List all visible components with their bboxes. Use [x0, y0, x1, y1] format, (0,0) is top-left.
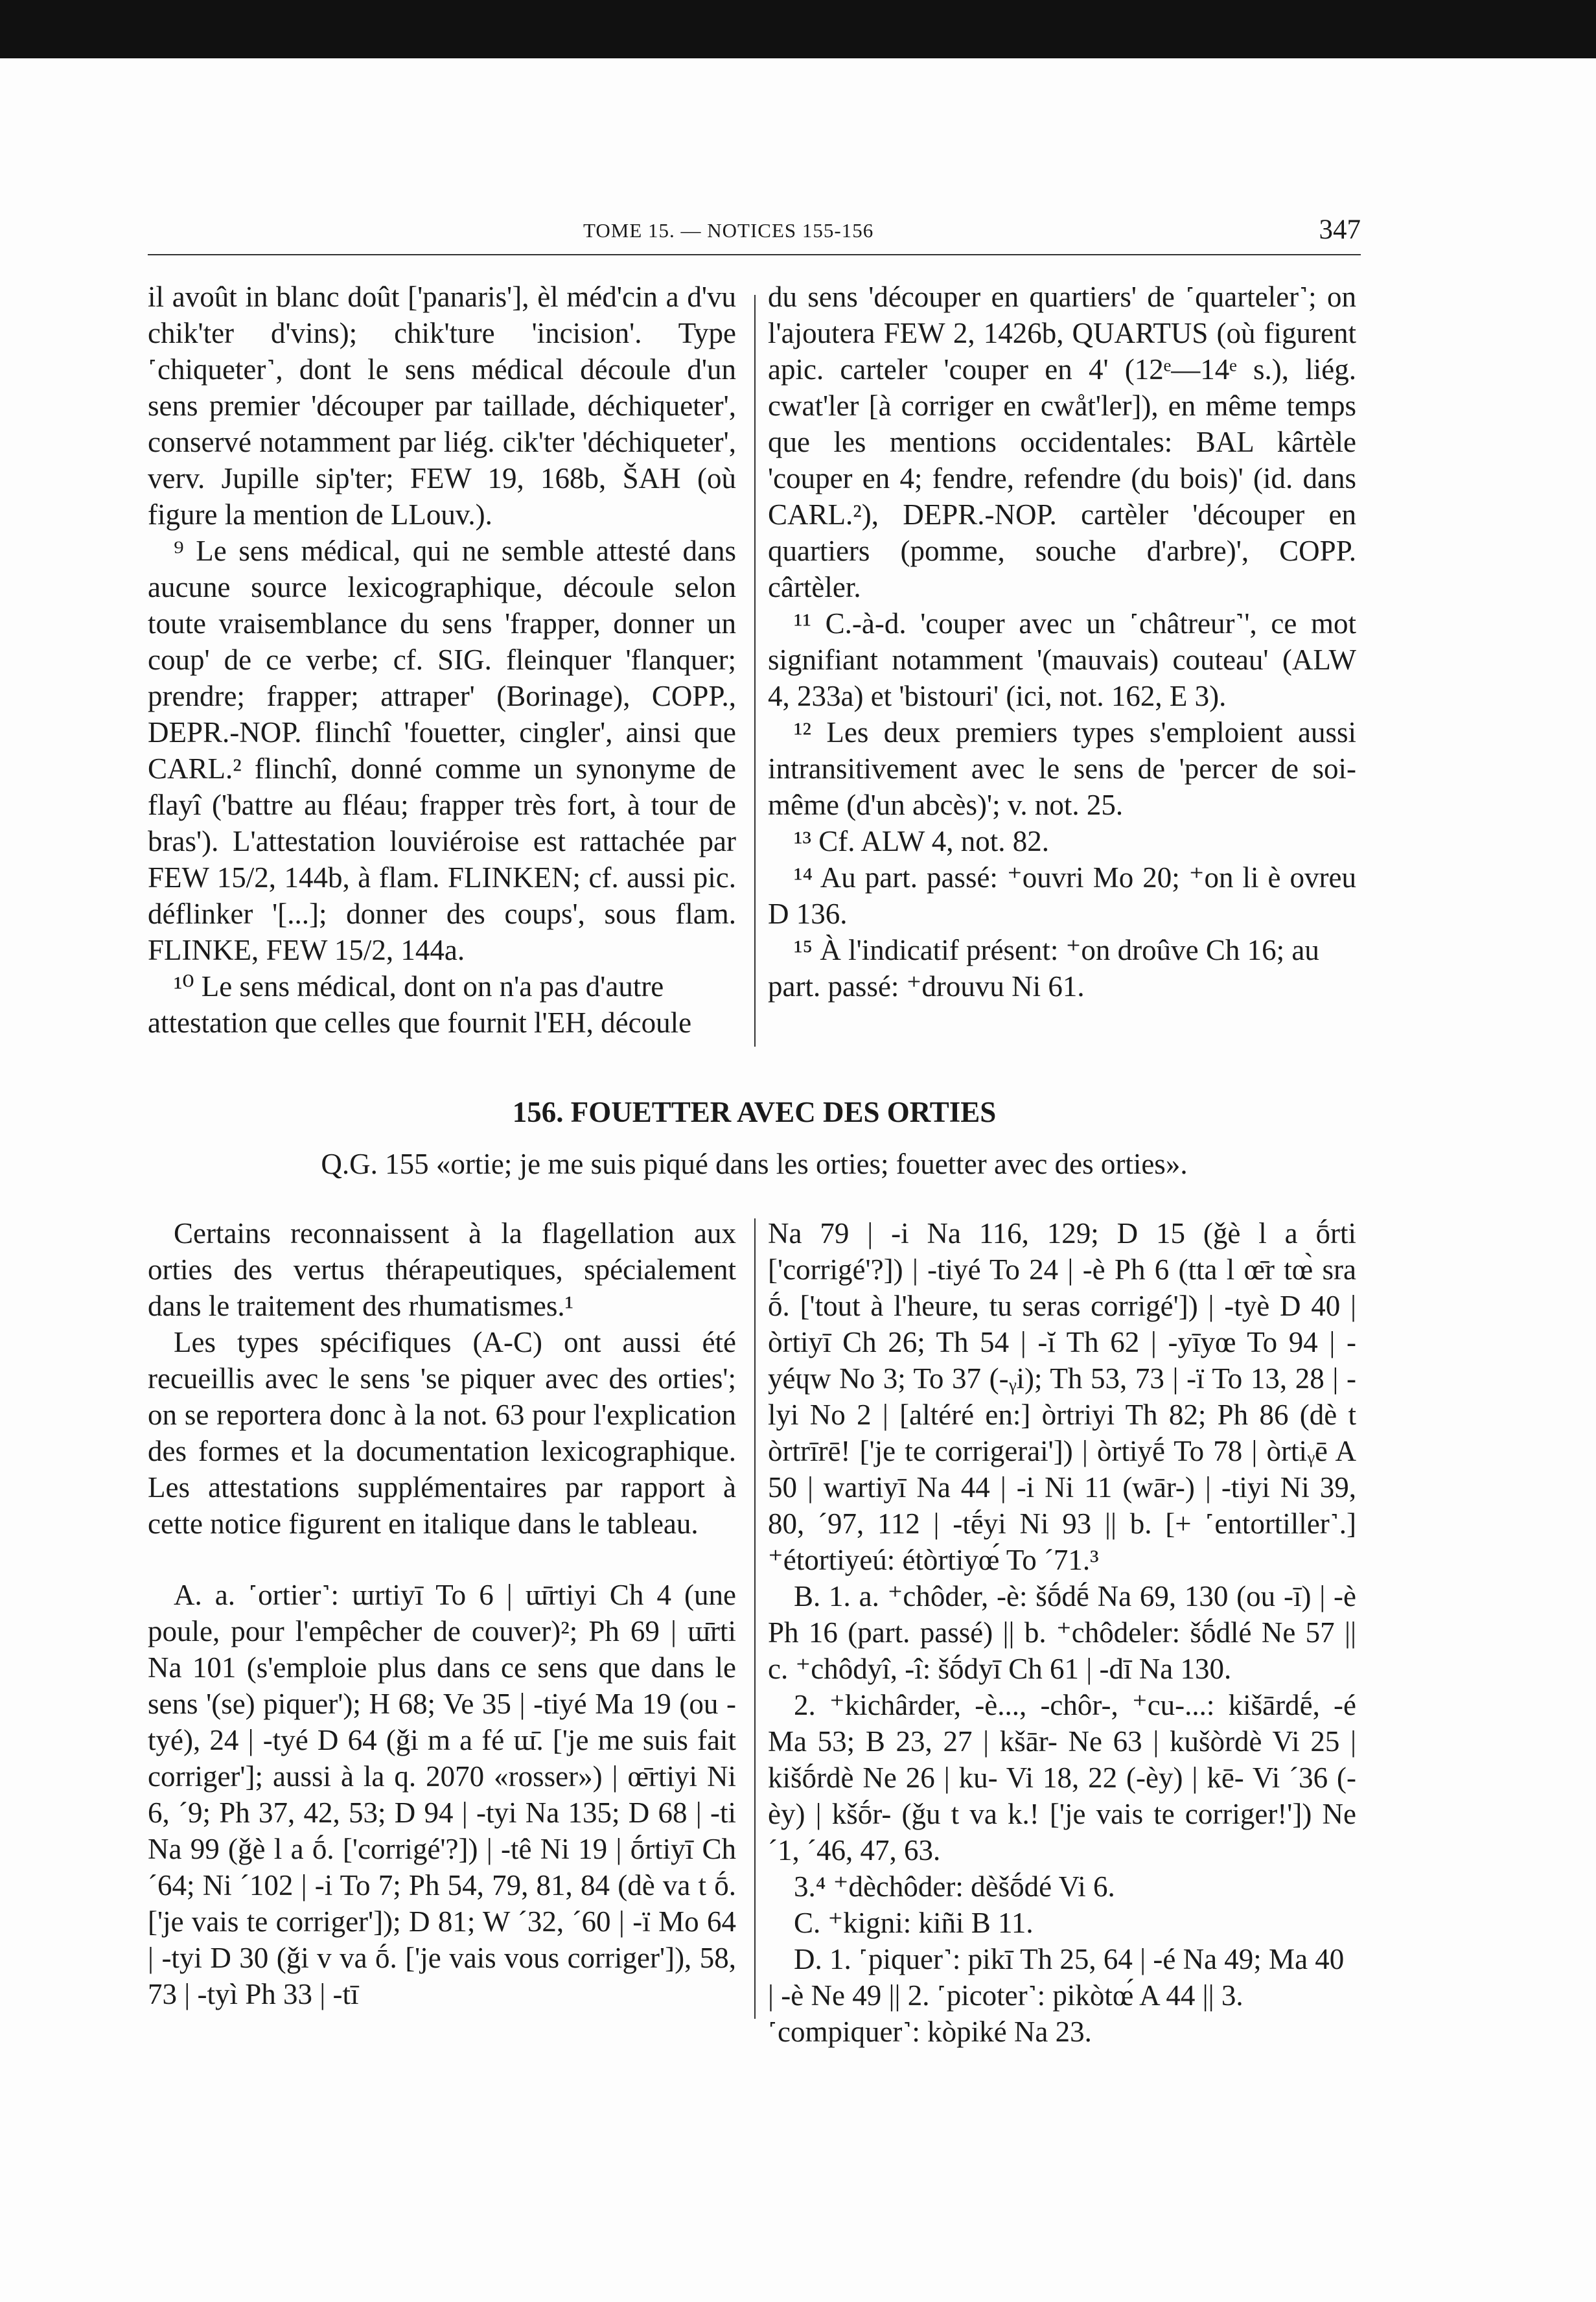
column-divider-top	[754, 295, 756, 1047]
column-divider-bottom	[754, 1218, 756, 2019]
entry-b3: 3.⁴ ⁺dèchôder: dèšṓdé Vi 6.	[794, 1870, 1115, 1903]
header-rule	[148, 254, 1361, 255]
top-right-column	[768, 279, 1356, 1005]
entry-b2: 2. ⁺kichârder, -è..., -chôr-, ⁺cu-...: kišārdḗ, -é Ma 53; B 23, 27 | kšār- Ne 63 | kušòrdè Vi 25 | kišṓrdè Ne 26 | ku- Vi 18, 22 (-èy) | kē- Vi ´36 (-èy) | kšṓr- (ǧu t va k.! ['je vais te corriger!']) Ne ´1, ´46, 47, 63.	[768, 1689, 1356, 1866]
scan-border	[0, 0, 1596, 58]
types-paragraph: Les types spécifiques (A-C) ont aussi été recueillis avec le sens 'se piquer avec des orties'; on se reportera donc à la not. 63 pour l'explication des formes et la documentation lexicographique. Les attestations supplémentaires par rapport à cette notice figurent en italique dans le tableau.	[148, 1326, 736, 1540]
entry-b1: B. 1. a. ⁺chôder, -è: šṓdḗ Na 69, 130 (ou -ī) | -è Ph 16 (part. passé) || b. ⁺chôdeler: šṓdlé Ne 57 || c. ⁺chôdyî, -î: šṓdyī Ch 61 | -dī Na 130.	[768, 1580, 1356, 1685]
footnote-9: ⁹ Le sens médical, qui ne semble attesté dans aucune source lexicographique, découle selon toute vraisemblance du sens 'frapper, donner un coup' de ce verbe; cf. SIG. fleinquer 'flanquer; prendre; frapper; attraper' (Borinage), COPP., DEPR.-NOP. flinchî 'fouetter, cingler', ainsi que CARL.² flinchî, donné comme un synonyme de flayî ('battre au fléau; frapper très fort, à tour de bras'). L'attestation louviéroise est rattachée par FEW 15/2, 144b, à flam. FLINKEN; cf. aussi pic. déflinker '[...]; donner des coups', sous flam. FLINKE, FEW 15/2, 144a.	[148, 535, 736, 966]
running-header	[149, 214, 1361, 253]
bottom-right-column	[768, 1215, 1356, 2050]
top-left-column	[148, 279, 736, 1041]
entry-d: D. 1. ˹piquer˺: pikī Th 25, 64 | -é Na 49; Ma 40 | -è Ne 49 || 2. ˹picoter˺: pikòtœ́ A 44 || 3. ˹compiquer˺: kòpiké Na 23.	[768, 1943, 1345, 2048]
footnote-11: ¹¹ C.-à-d. 'couper avec un ˹châtreur˺', ce mot signifiant notamment '(mauvais) couteau' (ALW 4, 233a) et 'bistouri' (ici, not. 162, E 3).	[768, 607, 1356, 712]
page-number: 347	[1319, 215, 1361, 245]
section-title: 156. FOUETTER AVEC DES ORTIES	[512, 1096, 997, 1128]
footnote-15: ¹⁵ À l'indicatif présent: ⁺on droûve Ch 16; au part. passé: ⁺drouvu Ni 61.	[768, 934, 1319, 1003]
footnote-14: ¹⁴ Au part. passé: ⁺ouvri Mo 20; ⁺on li è ovreu D 136.	[768, 861, 1356, 930]
entry-a: A. a. ˹ortier˺: ɯrtiyī To 6 | ɯ̄rtiyi Ch 4 (une poule, pour l'empêcher de couver)²; Ph 69 | ɯ̄rti Na 101 (s'emploie plus dans ce sens que dans le sens '(se) piquer'); H 68; Ve 35 | -tiyé Ma 19 (ou -tyé), 24 | -tyé D 64 (ǧi m a fé ɯ̄. ['je me suis fait corriger']; aussi à la q. 2070 «rosser») | œ̄rtiyi Ni 6, ´9; Ph 37, 42, 53; D 94 | -tyi Na 135; D 68 | -ti Na 99 (ǧè l a ṓ. ['corrigé'?]) | -tê Ni 19 | ṓrtiyī Ch ´64; Ni ´102 | -i To 7; Ph 54, 79, 81, 84 (dè va t ṓ. ['je vais te corriger']); D 81; W ´32, ´60 | -ï Mo 64 | -tyi D 30 (ǧi v va ṓ. ['je vais vous corriger']), 58, 73 | -tyì Ph 33 | -tī	[148, 1579, 736, 2010]
section-question: Q.G. 155 «ortie; je me suis piqué dans les orties; fouetter avec des orties».	[321, 1148, 1188, 1180]
entry-a-continuation: Na 79 | -i Na 116, 129; D 15 (ǧè l a ṓrti ['corrigé'?]) | -tiyé To 24 | -è Ph 6 (tta l œ̄r tœ̀ sra ṓ. ['tout à l'heure, tu seras corrigé']) | -tyè D 40 | òrtiyī Ch 26; Th 54 | -ĭ Th 62 | -yīyœ To 94 | -yéɥw No 3; To 37 (-ᵧi); Th 53, 73 | -ï To 13, 28 | -lyi No 2 | [altéré en:] òrtriyi Th 82; Ph 86 (dè t òrtrīrē! ['je te corrigerai']) | òrtiyḗ To 78 | òrtiᵧē A 50 | wartiyī Na 44 | -i Ni 11 (wār-) | -tiyi Ni 39, 80, ´97, 112 | -tḗyi Ni 93 || b. [+ ˹entortiller˺.] ⁺étortiyeú: étòrtiyœ́ To ´71.³	[768, 1217, 1356, 1576]
footnote-13: ¹³ Cf. ALW 4, not. 82.	[794, 825, 1050, 857]
footnote-10-continuation: du sens 'découper en quartiers' de ˹quarteler˺; on l'ajoutera FEW 2, 1426b, QUARTUS (où figurent apic. carteler 'couper en 4' (12ᵉ—14ᵉ s.), liég. cwat'ler [à corriger en cwåt'ler]), en même temps que les mentions occidentales: BAL kârtèle 'couper en 4; fendre, refendre (du bois)' (id. dans CARL.²), DEPR.-NOP. cartèler 'découper en quartiers (pomme, souche d'arbre)', COPP. cârtèler.	[768, 281, 1356, 603]
bottom-left-column	[148, 1215, 736, 2012]
footnote-10: ¹⁰ Le sens médical, dont on n'a pas d'autre attestation que celles que fournit l'EH, découle	[148, 970, 692, 1039]
intro-paragraph: Certains reconnaissent à la flagellation aux orties des vertus thérapeutiques, spécialement dans le traitement des rhumatismes.¹	[148, 1217, 736, 1322]
footnote-12: ¹² Les deux premiers types s'emploient aussi intransitivement avec le sens de 'percer de soi-même (d'un abcès)'; v. not. 25.	[768, 716, 1356, 821]
footnote-continuation: il avoût in blanc doût ['panaris'], èl méd'cin a d'vu chik'ter d'vins); chik'ture 'incision'. Type ˹chiqueter˺, dont le sens médical découle d'un sens premier 'découper par taillade, déchiqueter', conservé notamment par liég. cik'ter 'déchiqueter', verv. Jupille sip'ter; FEW 19, 168b, ŠAH (où figure la mention de LLouv.).	[148, 281, 736, 531]
entry-c: C. ⁺kigni: kiñi B 11.	[794, 1907, 1034, 1939]
running-title: TOME 15. — NOTICES 155-156	[583, 219, 874, 242]
